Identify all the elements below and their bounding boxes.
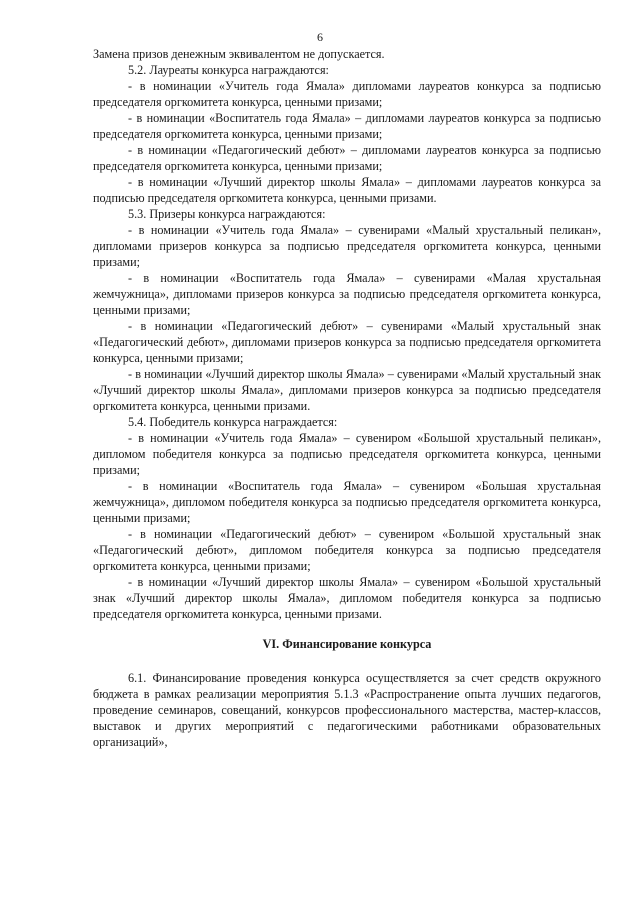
paragraph-prizewinners-director: - в номинации «Лучший директор школы Ямала» – сувенирами «Малый хрустальный знак «Лучший директор школы Ямала», дипломами призеров конкурса за подписью председателя оргкомитета конкурса, ценными призами. bbox=[93, 367, 601, 413]
document-body bbox=[93, 46, 601, 750]
paragraph-laureates-teacher: - в номинации «Учитель года Ямала» дипломами лауреатов конкурса за подписью председателя оргкомитета конкурса, ценными призами; bbox=[93, 79, 601, 109]
paragraph-winner-director: - в номинации «Лучший директор школы Ямала» – сувениром «Большой хрустальный знак «Лучший директор школы Ямала», дипломом победителя конкурса за подписью председателя оргкомитета конкурса, ценными призами. bbox=[93, 575, 601, 621]
paragraph-laureates-intro: 5.2. Лауреаты конкурса награждаются: bbox=[128, 63, 329, 77]
paragraph-prizewinners-intro: 5.3. Призеры конкурса награждаются: bbox=[128, 207, 326, 221]
section-heading-financing: VI. Финансирование конкурса bbox=[262, 637, 432, 651]
paragraph-prizewinners-educator: - в номинации «Воспитатель года Ямала» – сувенирами «Малая хрустальная жемчужница», дипломами призеров конкурса за подписью председателя оргкомитета конкурса, ценными призами; bbox=[93, 271, 601, 317]
page-number: 6 bbox=[317, 30, 323, 44]
paragraph-laureates-educator: - в номинации «Воспитатель года Ямала» – дипломами лауреатов конкурса за подписью председателя оргкомитета конкурса, ценными призами; bbox=[93, 111, 601, 141]
paragraph-prize-replacement: Замена призов денежным эквивалентом не допускается. bbox=[93, 47, 385, 61]
paragraph-laureates-debut: - в номинации «Педагогический дебют» – дипломами лауреатов конкурса за подписью председателя оргкомитета конкурса, ценными призами; bbox=[93, 143, 601, 173]
paragraph-prizewinners-debut: - в номинации «Педагогический дебют» – сувенирами «Малый хрустальный знак «Педагогический дебют», дипломами призеров конкурса за подписью председателя оргкомитета конкурса, ценными призами; bbox=[93, 319, 601, 365]
paragraph-laureates-director: - в номинации «Лучший директор школы Ямала» – дипломами лауреатов конкурса за подписью председателя оргкомитета конкурса, ценными призами. bbox=[93, 175, 601, 205]
paragraph-winner-intro: 5.4. Победитель конкурса награждается: bbox=[128, 415, 338, 429]
paragraph-prizewinners-teacher: - в номинации «Учитель года Ямала» – сувенирами «Малый хрустальный пеликан», дипломами призеров конкурса за подписью председателя оргкомитета конкурса, ценными призами; bbox=[93, 223, 601, 269]
paragraph-winner-teacher: - в номинации «Учитель года Ямала» – сувениром «Большой хрустальный пеликан», дипломом победителя конкурса за подписью председателя оргкомитета конкурса, ценными призами; bbox=[93, 431, 601, 477]
paragraph-financing: 6.1. Финансирование проведения конкурса осуществляется за счет средств окружного бюджета в рамках реализации мероприятия 5.1.3 «Распространение опыта лучших педагогов, проведение семинаров, совещаний, конкурсов профессионального мастерства, мастер-классов, выставок и других мероприятий с педагогическими работниками образовательных организаций», bbox=[93, 671, 601, 749]
paragraph-winner-educator: - в номинации «Воспитатель года Ямала» – сувениром «Большая хрустальная жемчужница», дипломом победителя конкурса за подписью председателя оргкомитета конкурса, ценными призами; bbox=[93, 479, 601, 525]
paragraph-winner-debut: - в номинации «Педагогический дебют» – сувениром «Большой хрустальный знак «Педагогический дебют», дипломом победителя конкурса за подписью председателя оргкомитета конкурса, ценными призами; bbox=[93, 527, 601, 573]
